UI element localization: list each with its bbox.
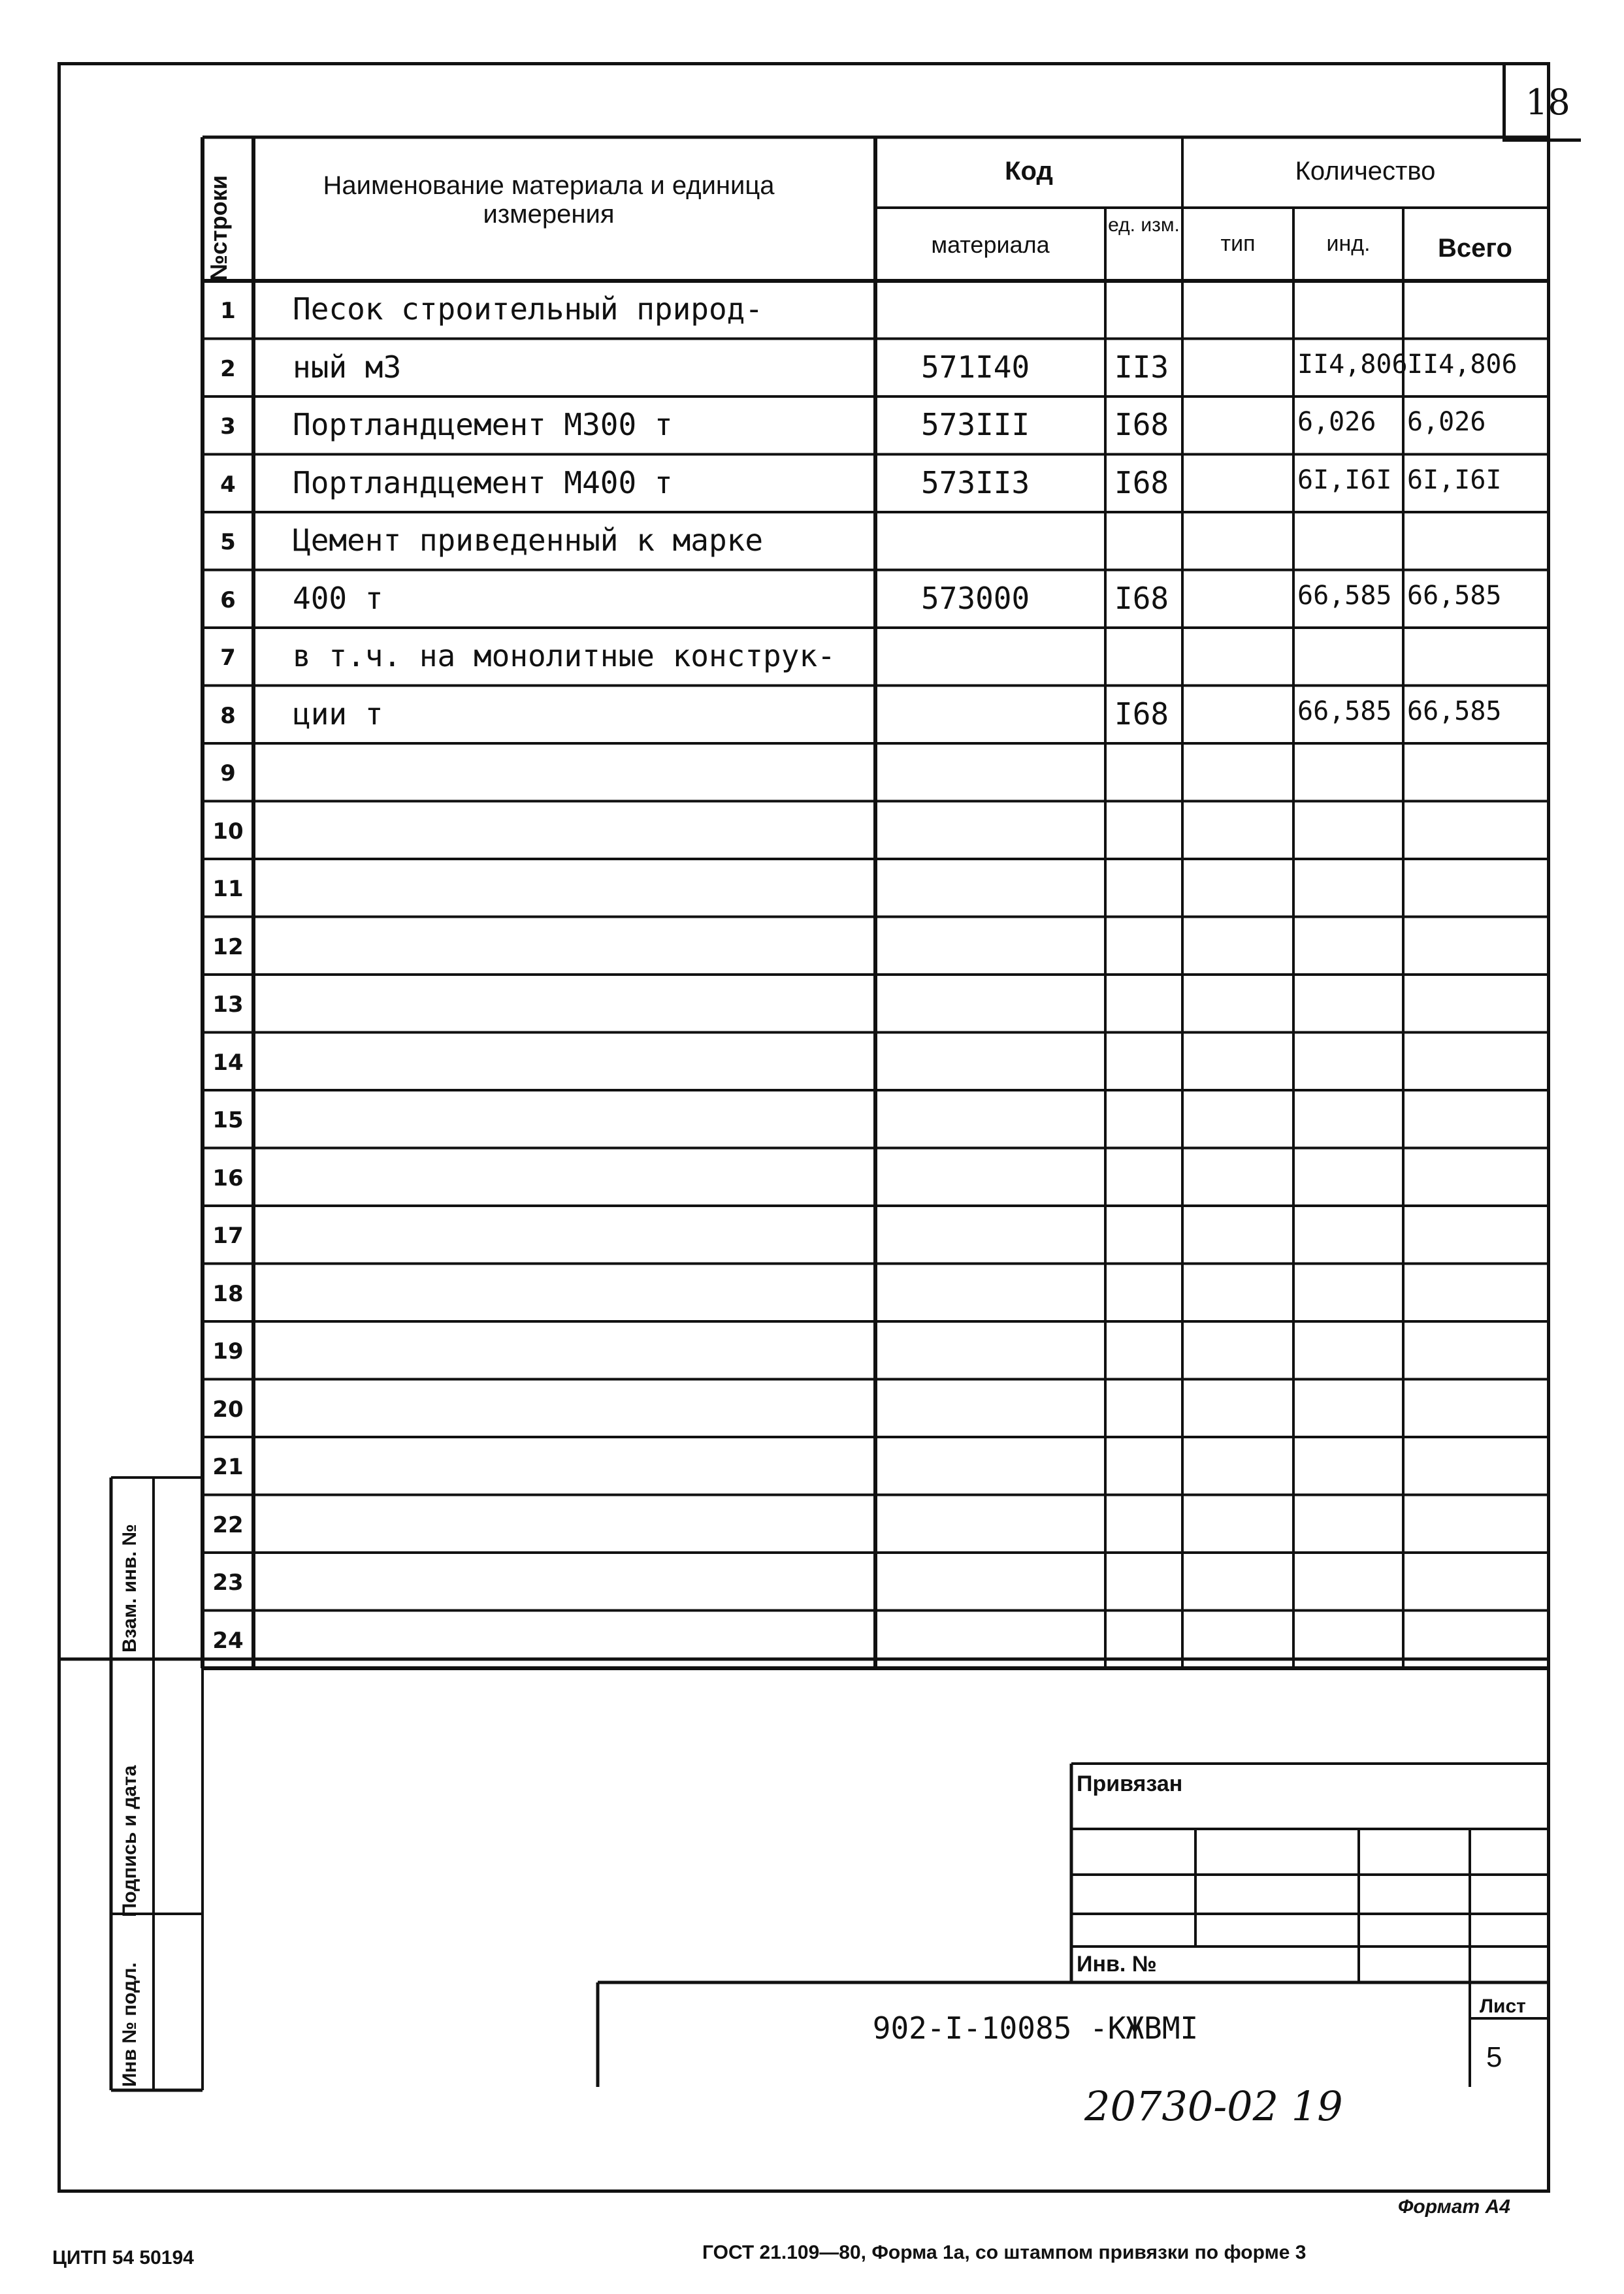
row-number: 6 [220, 587, 236, 613]
sheet-corner-number: 18 [1525, 82, 1570, 123]
cell-quantity-total: II4,806 [1407, 349, 1518, 380]
cell-unit-code: I68 [1114, 696, 1169, 732]
row-number: 15 [212, 1107, 244, 1133]
cell-material-code: 573000 [921, 580, 1030, 616]
row-number: 1 [220, 298, 236, 324]
stamp-inv-no-label: Инв. № [1077, 1952, 1157, 1977]
footer-gost-reference: ГОСТ 21.109—80, Форма 1а, со штампом привязки по форме 3 [702, 2242, 1307, 2263]
row-number: 20 [212, 1396, 244, 1423]
row-number: 19 [212, 1338, 244, 1365]
header-quantity-total: Всего [1438, 234, 1512, 263]
cell-unit-code: I68 [1114, 580, 1169, 616]
row-number: 2 [220, 355, 236, 382]
cell-quantity-ind: 66,585 [1297, 580, 1392, 611]
header-quantity-type: тип [1220, 231, 1256, 256]
row-number: 5 [220, 529, 236, 555]
row-number: 13 [212, 992, 244, 1018]
row-number: 8 [220, 702, 236, 729]
footer-print-code: ЦИТП 54 50194 [52, 2247, 194, 2269]
row-number: 14 [212, 1049, 244, 1076]
cell-material-name: Портландцемент М400 т [293, 464, 673, 500]
cell-material-code: 571I40 [921, 349, 1030, 385]
row-number: 7 [220, 645, 236, 671]
cell-material-code: 573III [921, 407, 1030, 442]
header-quantity-ind: инд. [1326, 231, 1371, 256]
cell-quantity-total: 66,585 [1407, 580, 1502, 611]
cell-material-name: Портландцемент М300 т [293, 407, 673, 442]
row-number: 4 [220, 471, 236, 498]
row-number: 11 [212, 876, 244, 902]
row-number: 12 [212, 933, 244, 960]
cell-material-name: ный м3 [293, 349, 402, 385]
cell-quantity-total: 6I,I6I [1407, 464, 1502, 495]
cell-material-name: в т.ч. на монолитные конструк- [293, 638, 836, 673]
cell-material-name: ции т [293, 696, 383, 732]
cell-quantity-total: 6,026 [1407, 407, 1486, 437]
stamp-handwritten-number: 20730-02 19 [1084, 2082, 1343, 2130]
header-code-group: Код [1005, 157, 1053, 186]
row-number: 23 [212, 1570, 244, 1596]
header-row-number: №строки [205, 175, 232, 281]
cell-quantity-ind: 66,585 [1297, 696, 1392, 726]
row-number: 24 [212, 1627, 244, 1654]
cell-quantity-ind: II4,806 [1297, 349, 1408, 380]
cell-material-name: Песок строительный природ- [293, 291, 764, 327]
stamp-privyazan-label: Привязан [1077, 1771, 1183, 1796]
cell-material-name: Цемент приведенный к марке [293, 523, 764, 558]
row-number: 16 [212, 1165, 244, 1191]
cell-unit-code: I68 [1114, 407, 1169, 442]
row-number: 22 [212, 1511, 244, 1538]
header-material-name: Наименование материала и единица измерения [323, 171, 775, 229]
header-quantity-group: Количество [1295, 157, 1436, 186]
row-number: 21 [212, 1454, 244, 1480]
cell-unit-code: II3 [1114, 349, 1169, 385]
side-label-signature-date: Подпись и дата [119, 1765, 140, 1917]
stamp-list-value: 5 [1486, 2041, 1502, 2073]
footer-format: Формат А4 [1398, 2196, 1510, 2218]
cell-material-code: 573II3 [921, 464, 1030, 500]
header-code-unit: ед. изм. [1108, 214, 1180, 236]
row-number: 9 [220, 760, 236, 786]
row-number: 18 [212, 1280, 244, 1307]
cell-quantity-ind: 6,026 [1297, 407, 1376, 437]
row-number: 10 [212, 818, 244, 845]
header-code-material: материала [931, 231, 1050, 258]
cell-material-name: 400 т [293, 580, 383, 616]
cell-unit-code: I68 [1114, 464, 1169, 500]
row-number: 3 [220, 413, 236, 440]
side-label-inv-podl: Инв № подл. [119, 1962, 140, 2087]
side-label-vzam-inv: Взам. инв. № [119, 1524, 140, 1653]
stamp-document-code: 902-I-10085 -КЖВМI [872, 2011, 1199, 2046]
row-number: 17 [212, 1223, 244, 1249]
stamp-list-label: Лист [1480, 1995, 1526, 2017]
cell-quantity-ind: 6I,I6I [1297, 464, 1392, 495]
cell-quantity-total: 66,585 [1407, 696, 1502, 726]
